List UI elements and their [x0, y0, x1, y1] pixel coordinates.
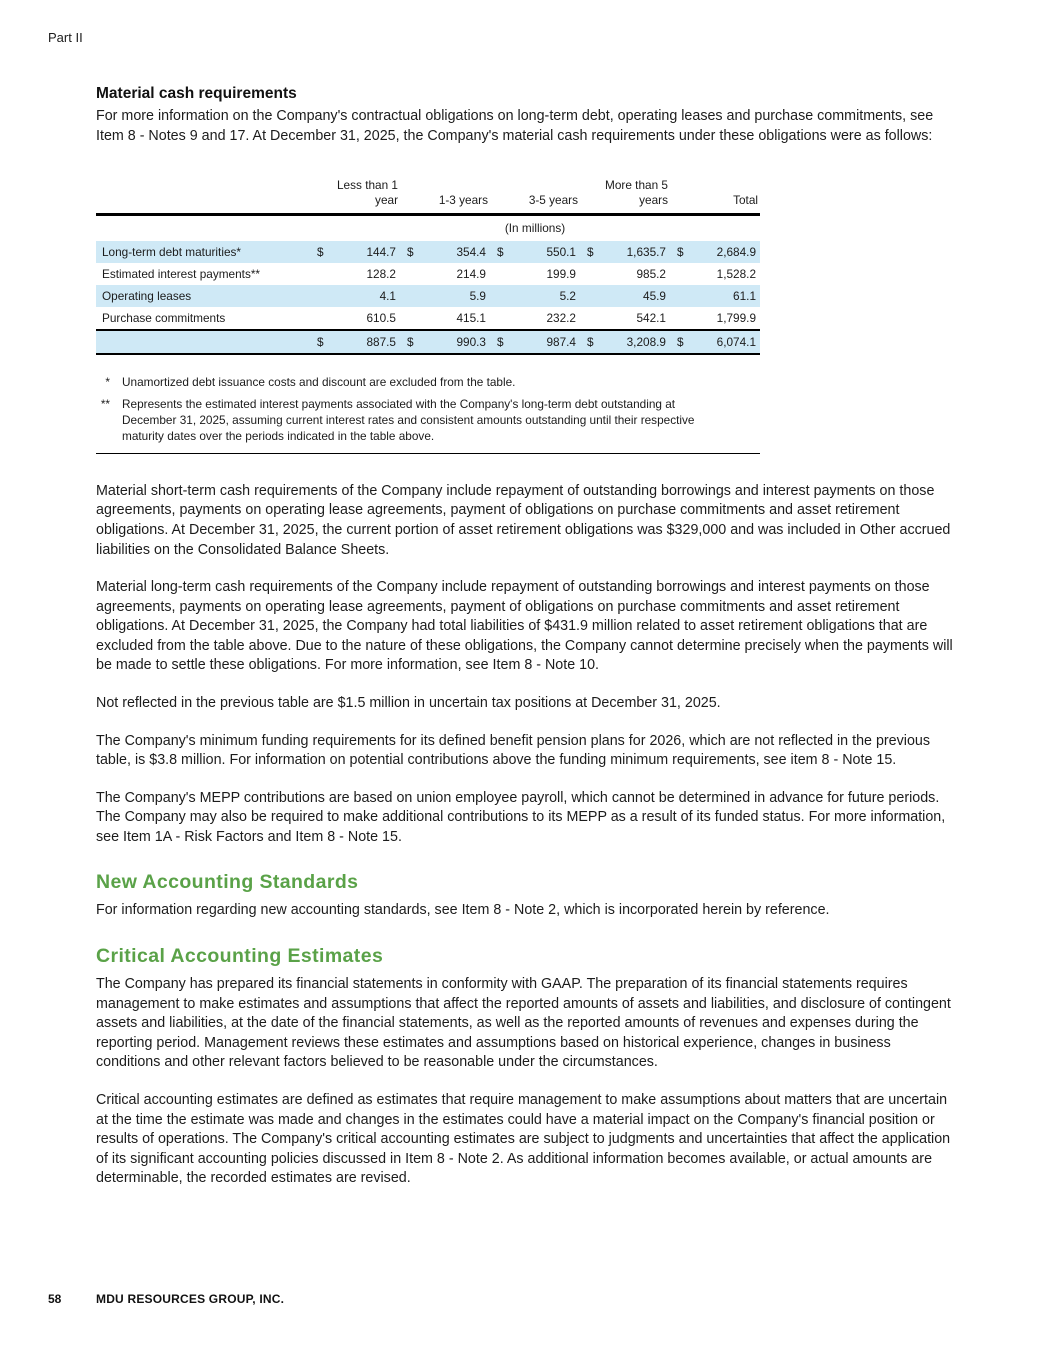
dollar-sign-cell: $ [677, 244, 684, 259]
dollar-sign-cell: $ [497, 244, 504, 259]
dollar-sign-cell [670, 307, 687, 330]
column-header-line: years [639, 192, 668, 207]
dollar-sign-cell [670, 263, 687, 285]
page-footer [48, 1292, 284, 1306]
value-cell: 45.9 [643, 288, 666, 303]
table-column-header [580, 176, 670, 214]
value-cell: 214.9 [456, 266, 486, 281]
body-paragraph: For information regarding new accounting standards, see Item 8 - Note 2, which is incorporated herein by reference. [96, 902, 830, 919]
value-cell: 354.4 [456, 244, 486, 259]
part-label: Part II [48, 30, 83, 45]
value-cell: 1,635.7 [626, 244, 666, 259]
body-paragraph: The Company's minimum funding requirements for its defined benefit pension plans for 2026, which are not reflected in the previous table, is $3.8 million. For information on potential contributions above the funding minimum requirements, see item 8 - Note 15. [96, 732, 930, 769]
dollar-sign-cell: $ [317, 244, 324, 259]
dollar-sign-cell [580, 285, 597, 307]
column-header-line: 1-3 years [438, 192, 488, 207]
value-cell: 887.5 [366, 334, 396, 349]
section-green-heading: Critical Accounting Estimates [96, 945, 384, 968]
column-header-line: Less than 1 [337, 178, 398, 193]
dollar-sign-cell: $ [677, 334, 684, 349]
table-column-header [310, 176, 400, 214]
footnote-text: Represents the estimated interest payments associated with the Company's long-term debt outstanding at December 31, 2025, assuming current interest rates and consistent amounts outstanding until their respective maturity dates over the periods indicated in the table above. [122, 397, 695, 444]
value-cell: 987.4 [546, 334, 576, 349]
table-column-header [670, 176, 760, 214]
value-cell: 232.2 [546, 310, 576, 325]
dollar-sign-cell [490, 285, 507, 307]
page-number: 58 [48, 1292, 62, 1306]
value-cell: 144.7 [366, 244, 396, 259]
units-empty-cell [96, 214, 310, 241]
table-row [96, 263, 760, 285]
value-cell: 4.1 [379, 288, 396, 303]
units-note: (In millions) [504, 220, 566, 235]
row-label: Operating leases [102, 288, 192, 303]
dollar-sign-cell: $ [587, 244, 594, 259]
value-cell: 610.5 [366, 310, 396, 325]
table-row [96, 330, 760, 354]
dollar-sign-cell [400, 285, 417, 307]
table-column-header [490, 176, 580, 214]
footnote [96, 375, 760, 391]
table-row [96, 307, 760, 330]
column-header-line: Total [733, 192, 759, 207]
dollar-sign-cell: $ [407, 244, 414, 259]
value-cell: 415.1 [456, 310, 486, 325]
material-cash-intro: For more information on the Company's contractual obligations on long-term debt, operating leases and purchase commitments, see Item 8 - Notes 9 and 17. At December 31, 2025, the Company's material cash requirements under these obligations were as follows: [96, 108, 934, 144]
value-cell: 61.1 [733, 288, 757, 303]
dollar-sign-cell [310, 307, 327, 330]
footnote-divider [96, 453, 760, 454]
dollar-sign-cell [400, 263, 417, 285]
cash-requirements-table [96, 176, 760, 354]
row-label [96, 330, 310, 354]
value-cell: 550.1 [546, 244, 576, 259]
table-header-row [96, 176, 760, 214]
column-header-line: year [375, 192, 398, 207]
body-paragraph: Critical accounting estimates are defined as estimates that require management to make assumptions about matters that are uncertain at the time the estimate was made and changes in the estimates could have a material impact on the Company's financial position or results of operations. The Company's critical accounting estimates are subject to judgments and uncertainties that affect the application of its significant accounting policies discussed in Item 8 - Note 2. As additional information becomes available, or actual amounts are determinable, the recorded estimates are revised. [96, 1091, 951, 1187]
value-cell: 542.1 [636, 310, 666, 325]
value-cell: 990.3 [456, 334, 486, 349]
value-cell: 128.2 [366, 266, 396, 281]
row-label: Purchase commitments [102, 310, 226, 325]
body-paragraph: The Company has prepared its financial statements in conformity with GAAP. The preparation of its financial statements requires management to make estimates and assumptions that affect the reported amounts of assets and liabilities, and disclosure of contingent assets and liabilities, at the date of the financial statements, as well as the reported amounts of revenues and expenses during the reporting period. Management reviews these estimates and assumptions based on historical experience, changes in business conditions and other relevant factors believed to be reasonable under the circumstances. [96, 976, 951, 1071]
value-cell: 5.2 [559, 288, 576, 303]
value-cell: 3,208.9 [626, 334, 666, 349]
units-row [96, 214, 760, 241]
column-header-line: 3-5 years [528, 192, 578, 207]
value-cell: 1,528.2 [716, 266, 757, 281]
value-cell: 199.9 [546, 266, 576, 281]
table-footnotes [96, 375, 760, 445]
value-cell: 1,799.9 [716, 310, 757, 325]
dollar-sign-cell [490, 307, 507, 330]
company-name: MDU RESOURCES GROUP, INC. [96, 1292, 285, 1306]
footnote-text: Unamortized debt issuance costs and discount are excluded from the table. [122, 374, 516, 389]
value-cell: 985.2 [636, 266, 666, 281]
page-content [96, 85, 958, 1189]
dollar-sign-cell: $ [587, 334, 594, 349]
body-paragraph: Material short-term cash requirements of the Company include repayment of outstanding borrowings and interest payments on those agreements, payments on operating lease agreements, payment of obligations on purchase commitments and asset retirement obligations. At December 31, 2025, the current portion of asset retirement obligations was $329,000 and was included in Other accrued liabilities on the Consolidated Balance Sheets. [96, 482, 951, 558]
body-paragraph: The Company's MEPP contributions are based on union employee payroll, which cannot be determined in advance for future periods. The Company may also be required to make additional contributions to its MEPP as a result of its funded status. For more information, see Item 1A - Risk Factors and Item 8 - Note 15. [96, 789, 946, 845]
row-label: Long-term debt maturities* [102, 244, 242, 259]
body-paragraph: Material long-term cash requirements of the Company include repayment of outstanding borrowings and interest payments on those agreements, payments on operating lease agreements, payment of obligations on purchase commitments and asset retirement obligations. At December 31, 2025, the Company had total liabilities of $431.9 million related to asset retirement obligations that are excluded from the table above. Due to the nature of these obligations, the Company cannot determine precisely when the payments will be made to settle these obligations. For more information, see Item 8 - Note 10. [96, 579, 953, 674]
footnote [96, 397, 760, 444]
dollar-sign-cell [580, 263, 597, 285]
material-cash-heading: Material cash requirements [96, 85, 297, 102]
dollar-sign-cell: $ [317, 334, 324, 349]
footnote-marker: ** [100, 397, 110, 412]
dollar-sign-cell [310, 285, 327, 307]
section-green-heading: New Accounting Standards [96, 871, 359, 894]
table-column-header [400, 176, 490, 214]
body-text [96, 482, 958, 1189]
dollar-sign-cell [490, 263, 507, 285]
dollar-sign-cell [580, 307, 597, 330]
table-row [96, 241, 760, 263]
body-paragraph: Not reflected in the previous table are $1.5 million in uncertain tax positions at December 31, 2025. [96, 695, 721, 712]
dollar-sign-cell [310, 263, 327, 285]
footnote-marker: * [105, 374, 110, 389]
dollar-sign-cell [670, 285, 687, 307]
value-cell: 6,074.1 [716, 334, 757, 349]
row-label: Estimated interest payments** [102, 266, 261, 281]
dollar-sign-cell: $ [407, 334, 414, 349]
table-header-empty-cell [96, 176, 310, 214]
table-row [96, 285, 760, 307]
dollar-sign-cell: $ [497, 334, 504, 349]
column-header-line: More than 5 [605, 178, 668, 193]
value-cell: 2,684.9 [716, 244, 757, 259]
dollar-sign-cell [400, 307, 417, 330]
value-cell: 5.9 [469, 288, 486, 303]
